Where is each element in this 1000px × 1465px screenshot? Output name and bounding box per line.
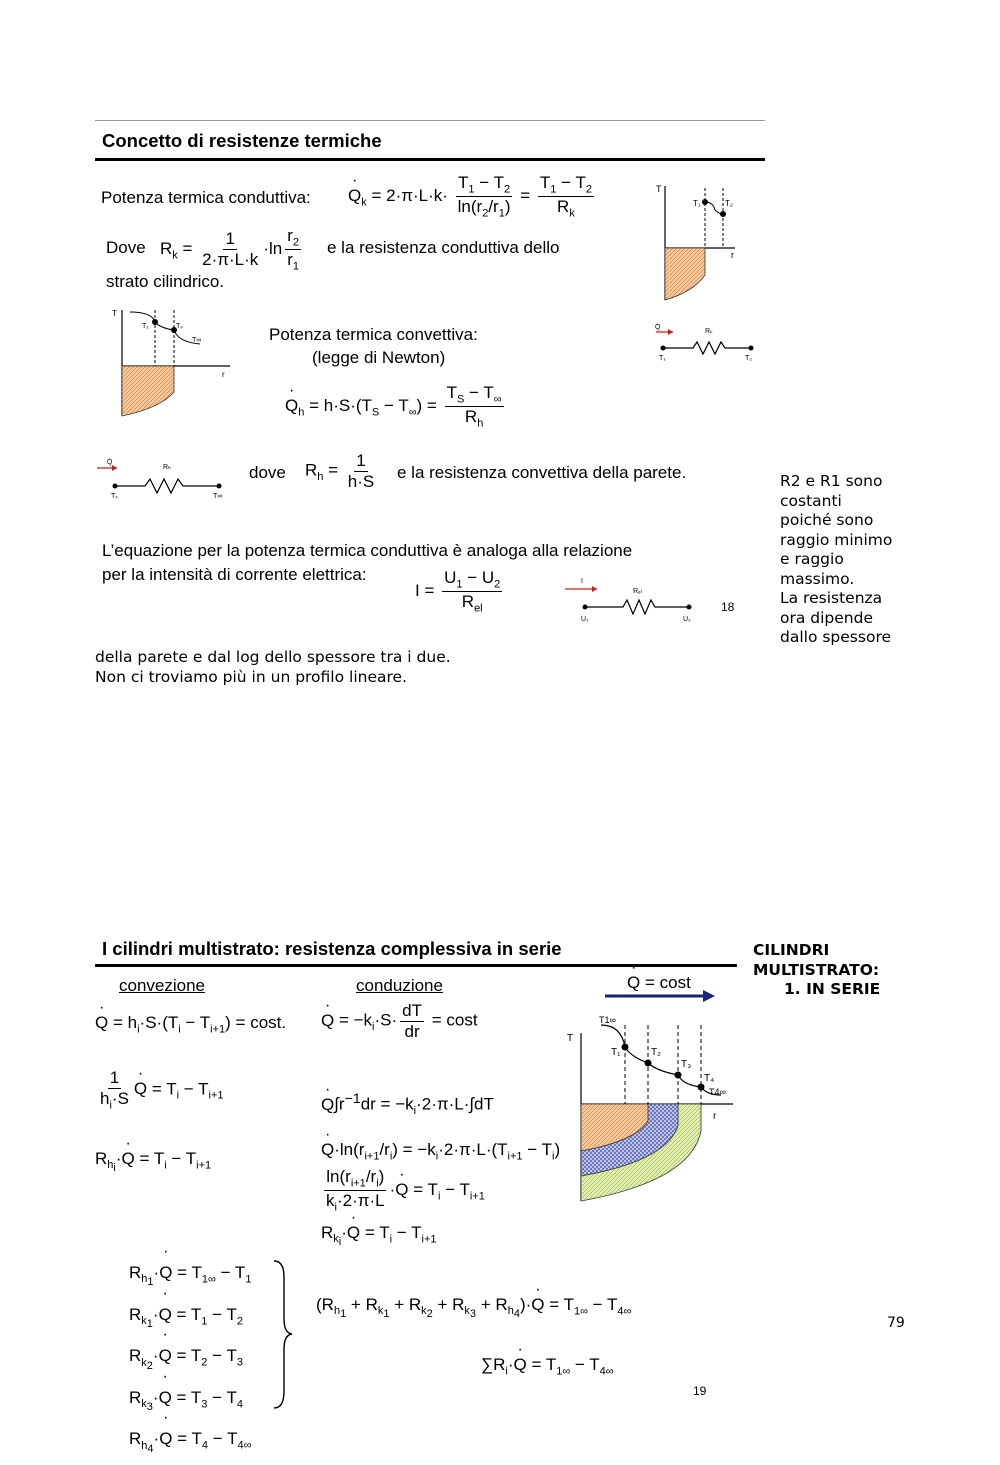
side-heading-line-1: CILINDRI xyxy=(753,941,830,959)
svg-text:T₁: T₁ xyxy=(693,199,701,208)
svg-text:T4∞: T4∞ xyxy=(709,1087,726,1097)
body-note-line-1: della parete e dal log dello spessore tra i due. xyxy=(95,648,451,666)
svg-text:Rₕ: Rₕ xyxy=(163,464,171,471)
series-eq-2: $R_{k_1}\cdot\cdot Q = T_1 - T_2$ xyxy=(129,1299,251,1341)
curly-brace xyxy=(270,1257,294,1412)
svg-text:Tₛ: Tₛ xyxy=(176,323,183,330)
svg-text:T∞: T∞ xyxy=(213,493,223,500)
conductive-description-2: strato cilindrico. xyxy=(106,272,225,291)
slide-title: Concetto di resistenze termiche xyxy=(102,130,382,151)
slide-page-number: 19 xyxy=(693,1384,707,1398)
conduction-eq-1: · $Q = -k_i\cdot S\cdot$ $\frac{dT}{dr}$ = cost xyxy=(321,1001,478,1041)
series-sum-eq: $(R_{h_1} + R_{k_1} + R_{k_2} + R_{k_3} + R_{h_4})\cdot\cdot Q = T_{1\infty} - T_{4\infty}$ xyxy=(316,1295,631,1321)
svg-text:T: T xyxy=(112,309,117,318)
conduction-eq-5: $R_{k_i}\cdot\cdot Q = T_i - T_{i+1}$ xyxy=(321,1223,437,1249)
slide-2 xyxy=(95,935,745,1455)
analogy-text-2: per la intensità di corrente elettrica: xyxy=(102,565,367,584)
side-note-line: ora dipende xyxy=(780,608,873,627)
side-note-line: massimo. xyxy=(780,569,855,588)
document-page-number: 79 xyxy=(887,1315,905,1331)
series-eq-5: $R_{h_4}\cdot\cdot Q = T_4 - T_{4\infty}$ xyxy=(129,1423,251,1465)
analogy-text-1: L’equazione per la potenza termica conduttiva è analoga alla relazione xyxy=(102,541,633,560)
svg-text:r: r xyxy=(731,250,734,260)
svg-text:Q̇: Q̇ xyxy=(107,459,113,466)
svg-text:r: r xyxy=(222,370,225,379)
side-note-line: dallo spessore xyxy=(780,628,892,646)
svg-text:T₄: T₄ xyxy=(704,1073,715,1084)
side-note-line: poiché sono xyxy=(780,511,874,529)
resistor-symbol-electric xyxy=(563,573,703,625)
side-note-line: costanti xyxy=(780,491,842,510)
side-heading-item: 1. IN SERIE xyxy=(784,980,881,998)
side-note-line: La resistenza xyxy=(780,589,883,607)
resistor-symbol-convective xyxy=(95,456,230,504)
convection-eq-2: $\frac{1}{h_i\cdot S}$ · $Q = T_i - T_{i+1}$ xyxy=(95,1068,224,1112)
temperature-profile-graph-1 xyxy=(653,180,743,305)
svg-text:T∞: T∞ xyxy=(192,337,202,344)
side-note-line: raggio minimo xyxy=(780,530,893,549)
convective-resistance-formula: $R_h$ = $\frac{1}{h\cdot S}$ xyxy=(305,451,375,491)
series-eq-4: $R_{k_3}\cdot\cdot Q = T_3 - T_4$ xyxy=(129,1382,251,1424)
svg-text:T: T xyxy=(656,184,662,194)
svg-text:T₁: T₁ xyxy=(659,355,666,362)
convective-power-formula: · $Q_h = h\cdot S\cdot(T_S - T_\infty)$ = $\frac{T_S - T_\infty}{R_h}$ xyxy=(285,383,507,430)
dove-label-1: Dove xyxy=(106,238,146,257)
svg-text:T₁: T₁ xyxy=(611,1047,621,1058)
svg-text:Rₑₗ: Rₑₗ xyxy=(633,588,642,595)
multilayer-temperature-graph xyxy=(561,1011,737,1206)
series-eq-3: $R_{k_2}\cdot\cdot Q = T_2 - T_3$ xyxy=(129,1340,251,1382)
convective-power-label: Potenza termica convettiva: xyxy=(269,325,478,344)
convection-eq-3: $R_{h_i}\cdot\cdot Q = T_i - T_{i+1}$ xyxy=(95,1149,211,1175)
slide-1 xyxy=(95,118,765,638)
heat-flow-arrow xyxy=(605,989,717,1003)
title-underline xyxy=(95,964,737,967)
conduction-eq-3: · $Q\cdot\ln(r_{i+1}/r_i) = -k_i\cdot 2\cdot\pi\cdot L\cdot(T_{i+1} - T_i)$ xyxy=(321,1140,560,1162)
dove-label-2: dove xyxy=(249,463,286,482)
conduction-eq-4: $\frac{\ln(r_{i+1}/r_i)}{k_i\cdot 2\cdot\pi\cdot L}$ ·· $Q = T_i - T_{i+1}$ xyxy=(321,1167,485,1214)
slide-top-rule xyxy=(95,120,765,121)
svg-text:Tₛ: Tₛ xyxy=(111,493,118,500)
svg-text:U₁: U₁ xyxy=(581,616,589,623)
slide-page-number: 18 xyxy=(721,600,735,614)
current-formula: I = $\frac{U_1 - U_2}{R_{el}}$ xyxy=(415,568,501,615)
side-note xyxy=(780,472,920,648)
sigma-eq: $\sum R_i\cdot\cdot Q = T_{1\infty} - T_{4\infty}$ xyxy=(481,1355,614,1377)
svg-text:T₁: T₁ xyxy=(142,323,149,330)
side-note-line: R2 e R1 sono xyxy=(780,472,883,490)
series-system xyxy=(129,1257,251,1465)
conductive-power-formula: · $Q_k = 2\cdot\pi\cdot L\cdot k\cdot$ $\frac{T_1 - T_2}{\ln(r_2/r_1)}$ = $\frac{T_1 - T_2}{R_k}$ xyxy=(348,173,597,220)
convective-description: e la resistenza convettiva della parete. xyxy=(397,463,687,482)
side-heading xyxy=(753,941,880,1000)
q-cost-label: · Q = cost xyxy=(627,973,691,993)
svg-text:T₂: T₂ xyxy=(651,1047,661,1058)
svg-text:Q̇: Q̇ xyxy=(655,324,661,331)
newton-law-label: (legge di Newton) xyxy=(312,348,446,367)
side-note-line: e raggio xyxy=(780,550,844,568)
conduction-heading: conduzione xyxy=(356,976,443,995)
svg-text:T1∞: T1∞ xyxy=(599,1015,616,1025)
q-cost-value: = cost xyxy=(644,973,691,992)
convection-heading: convezione xyxy=(119,976,206,995)
series-eq-1: $R_{h_1}\cdot\cdot Q = T_{1\infty} - T_1$ xyxy=(129,1257,251,1299)
svg-text:Rₖ: Rₖ xyxy=(705,328,714,335)
side-heading-line-2: MULTISTRATO: xyxy=(753,960,880,979)
conductive-power-label: Potenza termica conduttiva: xyxy=(101,188,311,207)
svg-text:T₂: T₂ xyxy=(745,355,752,362)
conductive-description: e la resistenza conduttiva dello xyxy=(327,238,560,257)
svg-text:T: T xyxy=(567,1033,574,1044)
title-underline xyxy=(95,158,765,161)
body-note xyxy=(95,648,451,687)
svg-text:T₂: T₂ xyxy=(725,199,733,208)
temperature-profile-graph-2 xyxy=(110,306,235,421)
svg-text:I: I xyxy=(581,578,583,585)
conduction-eq-2: · $Q\int r^{-1}dr = -k_i\cdot 2\cdot\pi\cdot L\cdot\int dT$ xyxy=(321,1091,494,1117)
slide-title: I cilindri multistrato: resistenza complessiva in serie xyxy=(102,938,562,959)
svg-text:r: r xyxy=(713,1111,717,1122)
convection-eq-1: · $Q = h_i\cdot S\cdot(T_i - T_{i+1}) = \cos t$. xyxy=(95,1013,286,1035)
resistor-symbol-conductive xyxy=(653,320,758,366)
svg-text:T₃: T₃ xyxy=(681,1059,692,1070)
svg-text:U₂: U₂ xyxy=(683,616,691,623)
body-note-line-2: Non ci troviamo più in un profilo lineare. xyxy=(95,667,407,686)
conductive-resistance-formula: $R_k$ = $\frac{1}{2\cdot\pi\cdot L\cdot k}$ ·ln $\frac{r_2}{r_1}$ xyxy=(160,226,299,273)
